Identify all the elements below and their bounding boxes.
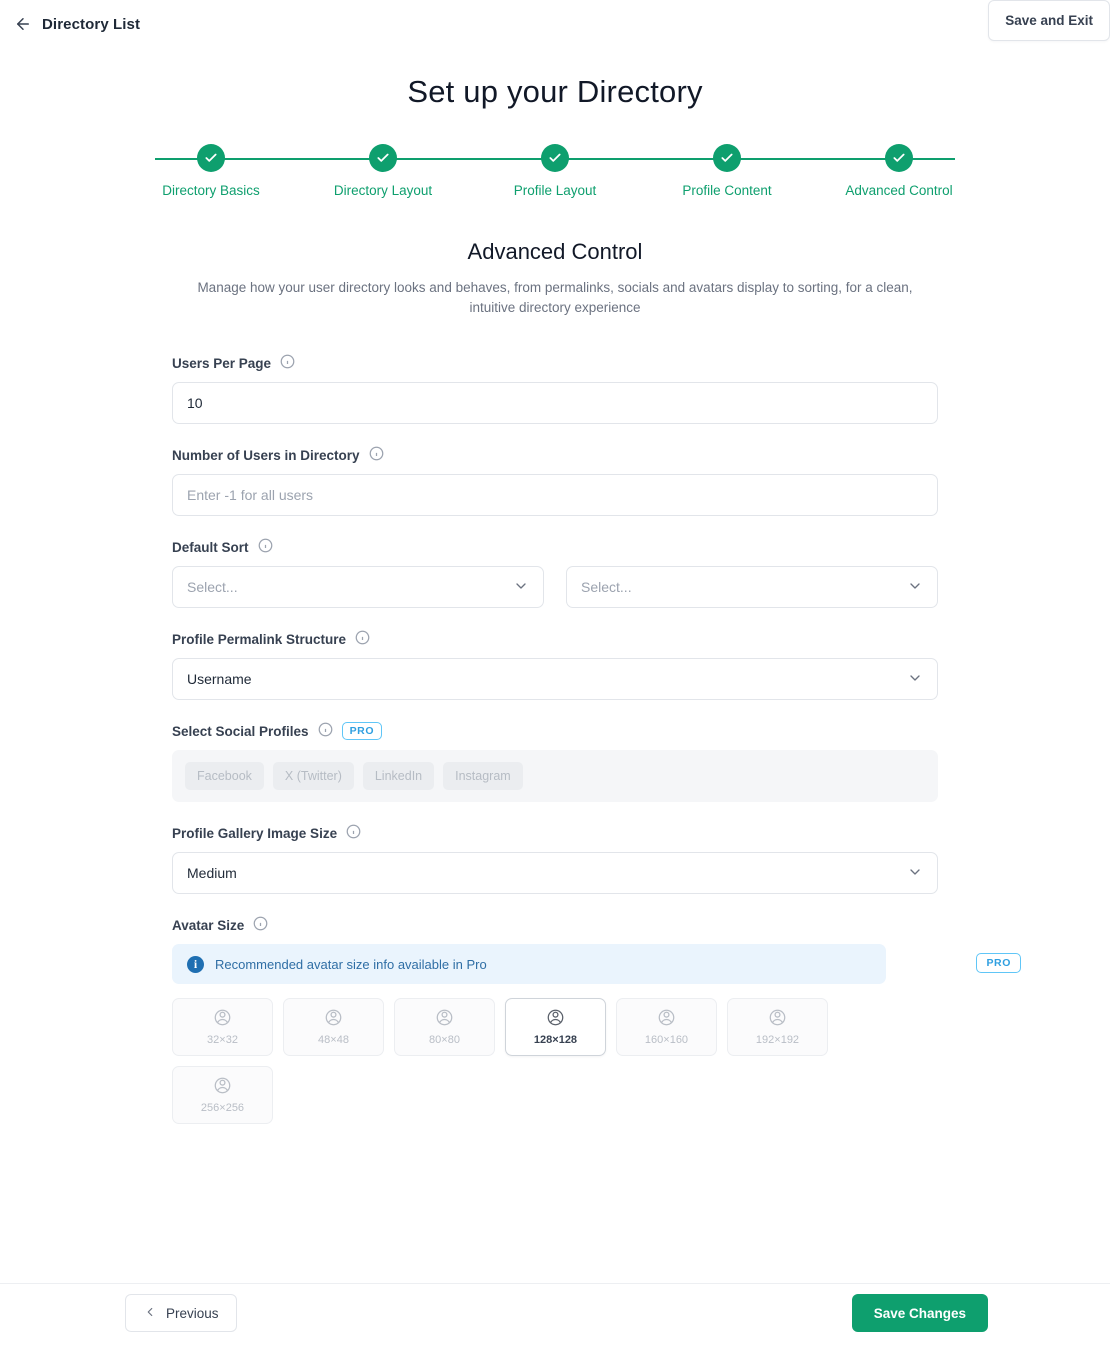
avatar-size-label: 128×128 bbox=[533, 1033, 578, 1046]
step-label: Profile Layout bbox=[513, 183, 597, 198]
wizard-footer bbox=[0, 1283, 1110, 1345]
check-icon bbox=[541, 144, 569, 172]
field-label bbox=[172, 630, 938, 648]
avatar-size-option-48[interactable] bbox=[283, 998, 384, 1056]
field-gallery-image-size bbox=[172, 824, 938, 894]
avatar-icon bbox=[214, 1077, 231, 1099]
info-circle-icon: i bbox=[187, 956, 204, 973]
avatar-size-option-80[interactable] bbox=[394, 998, 495, 1056]
users-per-page-label: Users Per Page bbox=[172, 355, 272, 371]
avatar-size-option-256[interactable] bbox=[172, 1066, 273, 1124]
number-of-users-input[interactable]: Enter -1 for all users bbox=[172, 474, 938, 516]
page-title: Set up your Directory bbox=[407, 74, 703, 109]
social-profiles-label: Select Social Profiles bbox=[172, 723, 309, 739]
previous-label: Previous bbox=[166, 1305, 219, 1321]
step-directory-basics[interactable] bbox=[125, 143, 297, 198]
step-profile-content[interactable] bbox=[641, 143, 813, 198]
chevron-down-icon bbox=[907, 670, 923, 689]
default-sort-label: Default Sort bbox=[172, 539, 249, 555]
gallery-image-size-select[interactable] bbox=[172, 852, 938, 894]
field-label bbox=[172, 824, 938, 842]
check-icon bbox=[369, 144, 397, 172]
section-title: Advanced Control bbox=[467, 239, 643, 264]
permalink-label: Profile Permalink Structure bbox=[172, 631, 347, 647]
avatar-size-label: 48×48 bbox=[318, 1033, 349, 1046]
field-label bbox=[172, 722, 938, 740]
default-sort-field-select[interactable] bbox=[172, 566, 544, 608]
field-avatar-size bbox=[172, 916, 1011, 1124]
pro-badge: PRO bbox=[342, 722, 383, 740]
number-of-users-label: Number of Users in Directory bbox=[172, 447, 360, 463]
avatar-icon bbox=[658, 1009, 675, 1031]
gallery-image-size-label: Profile Gallery Image Size bbox=[172, 825, 338, 841]
step-profile-layout[interactable] bbox=[469, 143, 641, 198]
avatar-icon bbox=[547, 1009, 564, 1031]
info-icon[interactable] bbox=[346, 824, 361, 842]
avatar-size-option-32[interactable] bbox=[172, 998, 273, 1056]
info-icon[interactable] bbox=[258, 538, 273, 556]
social-profiles-chip-group bbox=[172, 750, 938, 802]
previous-button[interactable] bbox=[125, 1294, 237, 1332]
info-icon[interactable] bbox=[369, 446, 384, 464]
field-default-sort bbox=[172, 538, 938, 608]
back-to-directory-list[interactable] bbox=[14, 15, 140, 33]
default-sort-order-select[interactable] bbox=[566, 566, 938, 608]
avatar-icon bbox=[214, 1009, 231, 1031]
save-and-exit-button[interactable]: Save and Exit bbox=[988, 0, 1110, 41]
info-icon[interactable] bbox=[253, 916, 268, 934]
chevron-down-icon bbox=[907, 864, 923, 883]
avatar-size-label: 256×256 bbox=[200, 1101, 245, 1114]
field-label bbox=[172, 446, 938, 464]
avatar-size-option-192[interactable] bbox=[727, 998, 828, 1056]
banner-text: Recommended avatar size info available in Pro bbox=[215, 956, 487, 972]
chevron-left-icon bbox=[143, 1305, 157, 1322]
field-number-of-users bbox=[172, 446, 938, 516]
avatar-icon bbox=[325, 1009, 342, 1031]
field-label bbox=[172, 354, 938, 372]
avatar-size-options bbox=[172, 998, 938, 1124]
section-subtitle: Manage how your user directory looks and behaves, from permalinks, socials and avatars display to sorting, for a clean, intuitive directory experience bbox=[197, 280, 913, 315]
save-changes-button[interactable]: Save Changes bbox=[852, 1294, 988, 1332]
users-per-page-input[interactable]: 10 bbox=[172, 382, 938, 424]
wizard-stepper bbox=[125, 143, 985, 199]
avatar-size-label: 32×32 bbox=[207, 1033, 238, 1046]
gallery-image-size-value: Medium bbox=[187, 865, 237, 881]
arrow-left-icon bbox=[14, 15, 32, 33]
avatar-size-label: Avatar Size bbox=[172, 917, 245, 933]
field-social-profiles bbox=[172, 722, 938, 802]
check-icon bbox=[713, 144, 741, 172]
step-label: Directory Basics bbox=[162, 183, 260, 198]
permalink-select[interactable] bbox=[172, 658, 938, 700]
avatar-size-option-128[interactable] bbox=[505, 998, 606, 1056]
step-directory-layout[interactable] bbox=[297, 143, 469, 198]
step-label: Directory Layout bbox=[333, 183, 433, 198]
back-label: Directory List bbox=[42, 15, 141, 33]
field-label bbox=[172, 916, 938, 934]
field-label bbox=[172, 538, 938, 556]
info-icon[interactable] bbox=[355, 630, 370, 648]
step-label: Profile Content bbox=[682, 183, 772, 198]
default-sort-order-value: Select... bbox=[581, 579, 632, 595]
info-icon[interactable] bbox=[280, 354, 295, 372]
step-advanced-control[interactable] bbox=[813, 143, 985, 198]
field-users-per-page bbox=[172, 354, 938, 424]
check-icon bbox=[197, 144, 225, 172]
social-chip-x-twitter[interactable]: X (Twitter) bbox=[273, 762, 354, 790]
advanced-control-form bbox=[172, 354, 1011, 1124]
avatar-size-label: 192×192 bbox=[755, 1033, 800, 1046]
pro-badge: PRO bbox=[976, 953, 1021, 973]
chevron-down-icon bbox=[513, 578, 529, 597]
avatar-icon bbox=[769, 1009, 786, 1031]
social-chip-facebook[interactable]: Facebook bbox=[185, 762, 264, 790]
social-chip-linkedin[interactable]: LinkedIn bbox=[363, 762, 434, 790]
info-icon[interactable] bbox=[318, 722, 333, 740]
avatar-size-pro-banner bbox=[172, 944, 1011, 984]
avatar-size-option-160[interactable] bbox=[616, 998, 717, 1056]
chevron-down-icon bbox=[907, 578, 923, 597]
social-chip-instagram[interactable]: Instagram bbox=[443, 762, 523, 790]
avatar-size-label: 80×80 bbox=[429, 1033, 460, 1046]
top-bar bbox=[0, 0, 1110, 48]
avatar-size-label: 160×160 bbox=[644, 1033, 689, 1046]
step-label: Advanced Control bbox=[845, 183, 953, 198]
avatar-icon bbox=[436, 1009, 453, 1031]
default-sort-field-value: Select... bbox=[187, 579, 238, 595]
check-icon bbox=[885, 144, 913, 172]
field-profile-permalink bbox=[172, 630, 938, 700]
permalink-value: Username bbox=[187, 671, 252, 687]
